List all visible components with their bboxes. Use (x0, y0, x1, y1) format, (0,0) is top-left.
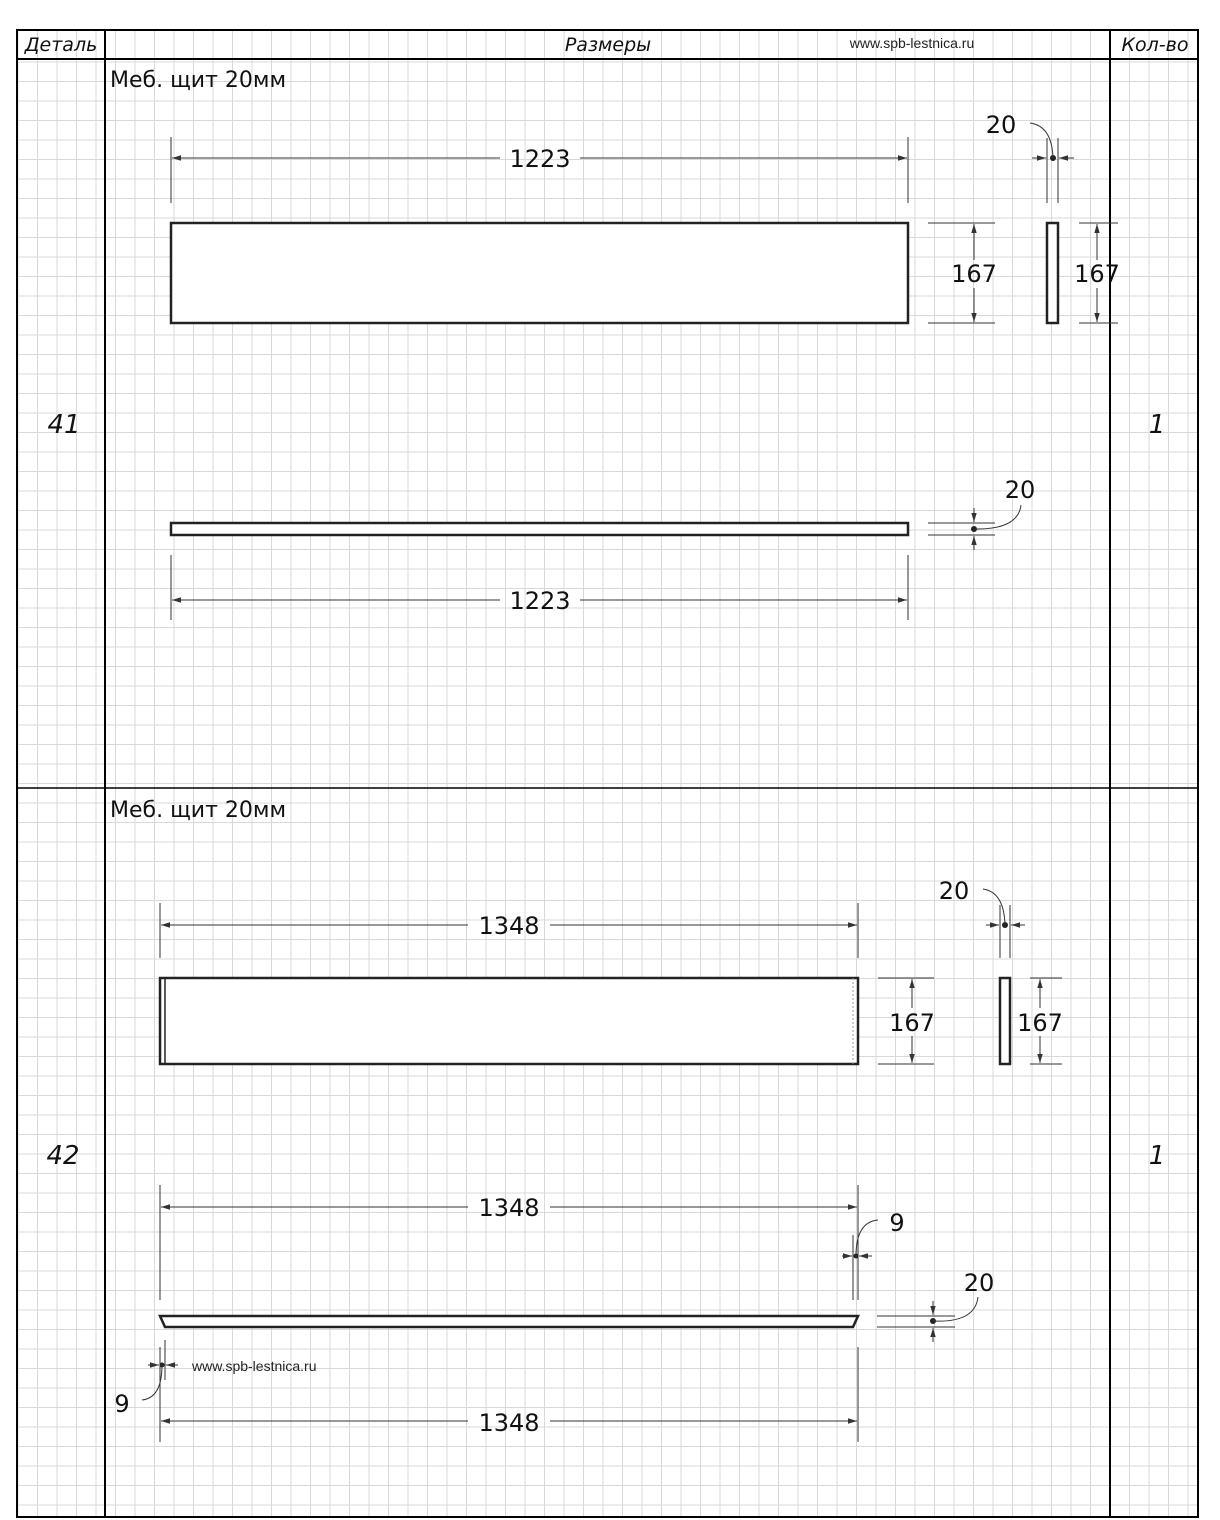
part-42-material: Меб. щит 20мм (110, 798, 287, 823)
part-42 (46, 798, 1165, 1442)
part-41-front-length-dimension (171, 137, 908, 203)
part-41-number: 41 (47, 410, 81, 440)
part-41-front-view (171, 223, 908, 323)
part-41-material: Меб. щит 20мм (110, 68, 287, 93)
part-42-bottom-thickness: 20 (963, 1269, 995, 1297)
part-42-watermark: www.spb-lestnica.ru (192, 1358, 317, 1374)
part-41-bottom-view (171, 523, 908, 535)
part-42-side-height: 167 (1017, 1009, 1063, 1037)
detail-column-header: Деталь (24, 34, 98, 56)
part-41-bottom-thickness: 20 (1004, 476, 1036, 504)
part-41-side-thickness-dimension (986, 111, 1074, 203)
part-41-side-thickness: 20 (985, 111, 1017, 139)
part-42-qty: 1 (1148, 1141, 1166, 1171)
part-42-front-height: 167 (889, 1009, 935, 1037)
part-41-front-length: 1223 (509, 145, 571, 173)
part-42-top-length-dimension (160, 1185, 858, 1300)
part-42-bottom-view (160, 1316, 858, 1327)
part-41-bottom-thickness-dimension (928, 476, 1035, 550)
qty-column-header: Кол-во (1121, 34, 1189, 56)
part-42-bottom-length: 1348 (478, 1409, 540, 1437)
part-42-left-offset-dimension (114, 1340, 178, 1418)
part-42-left-offset: 9 (114, 1390, 130, 1418)
part-42-number: 42 (46, 1141, 80, 1171)
part-42-side-height-dimension (1017, 978, 1063, 1064)
part-41-bottom-length-dimension (171, 555, 908, 620)
part-41 (47, 68, 1165, 620)
part-41-bottom-length: 1223 (509, 587, 571, 615)
part-42-right-offset: 9 (889, 1209, 905, 1237)
part-42-side-view (1000, 978, 1010, 1064)
part-42-front-length-dimension (160, 903, 858, 958)
part-41-side-height: 167 (1074, 260, 1120, 288)
site-url: www.spb-lestnica.ru (849, 35, 975, 51)
part-42-front-view (160, 978, 858, 1064)
part-42-side-thickness: 20 (938, 877, 970, 905)
part-41-side-view (1047, 223, 1058, 323)
part-41-front-height: 167 (951, 260, 997, 288)
part-42-front-length: 1348 (478, 912, 540, 940)
part-41-qty: 1 (1148, 410, 1166, 440)
part-42-bottom-thickness-dimension (877, 1269, 994, 1342)
part-42-top-length: 1348 (478, 1194, 540, 1222)
sizes-column-header: Размеры (564, 34, 652, 56)
part-42-front-height-dimension (878, 978, 935, 1064)
